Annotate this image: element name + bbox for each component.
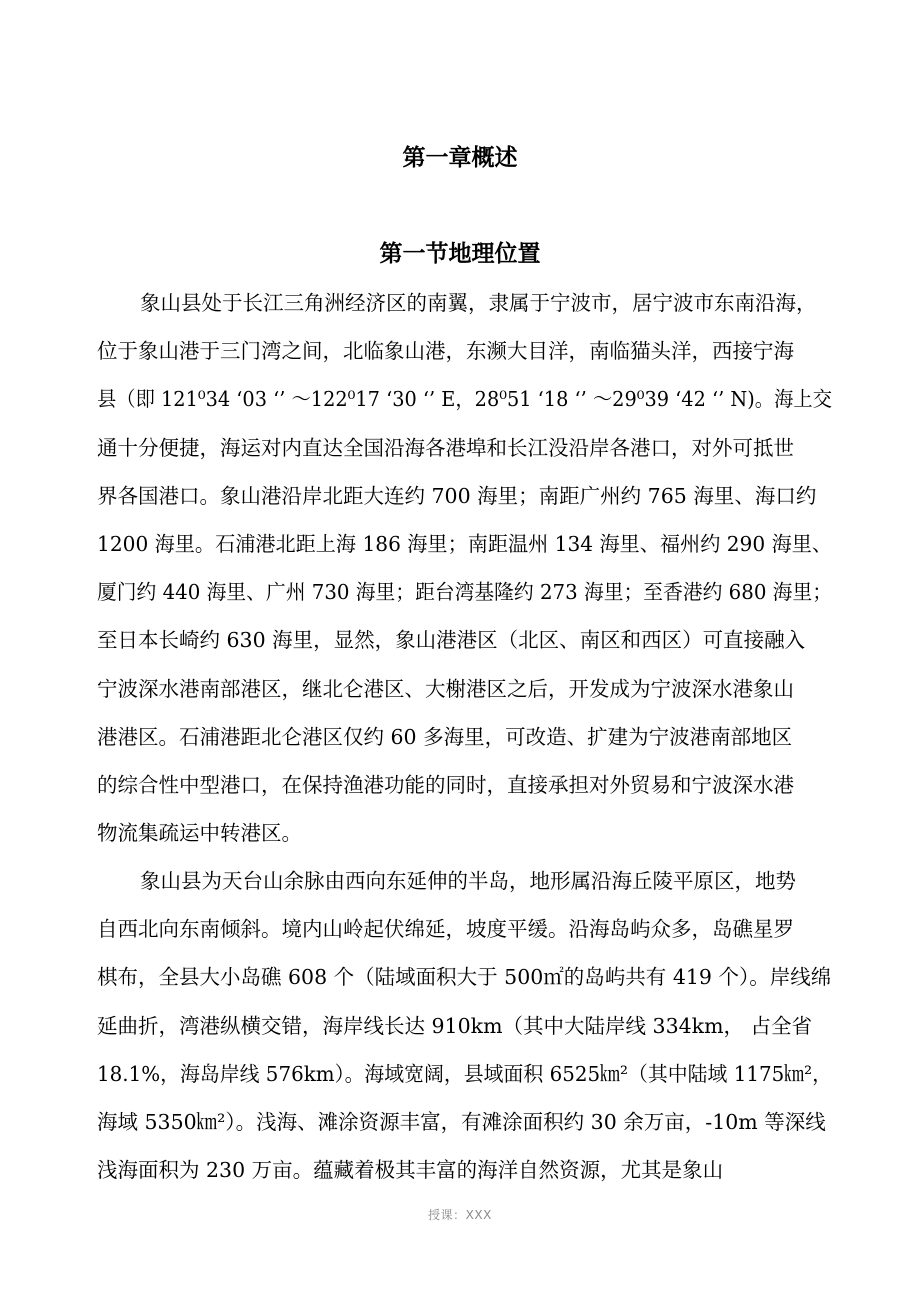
paragraph-geographic-location [97,279,832,857]
text-line: 象山县为天台山余脉由西向东延伸的半岛，地形属沿海丘陵平原区，地势 [140,869,796,893]
text-line: 物流集疏运中转港区。 [97,821,302,846]
text-line: 自西北向东南倾斜。境内山岭起伏绵延，坡度平缓。沿海岛屿众多，岛礁星罗 [97,917,794,942]
text-line: 的综合性中型港口，在保持渔港功能的同时，直接承担对外贸易和宁波深水港 [97,772,794,797]
text-line: 延曲折，湾港纵横交错，海岸线长达 910km（其中大陆岸线 334km， 占全省 [97,1013,813,1038]
text-line: 县（即 121⁰34 ‘03 ‘’ ～122⁰17 ‘30 ‘’ E，28⁰51 ‘18 ‘’ ～29⁰39 ‘42 ‘’ N)。海上交 [97,387,832,412]
text-line: 厦门约 440 海里、广州 730 海里；距台湾基隆约 273 海里；至香港约 680 海里； [97,580,832,605]
page-footer: 授课：XXX [428,1208,492,1222]
text-line: 象山县处于长江三角洲经济区的南翼，隶属于宁波市，居宁波市东南沿海， [140,291,817,315]
text-line: 海域 5350㎞²）。浅海、滩涂资源丰富，有滩涂面积约 30 余万亩，-10m 等深线 [97,1109,826,1134]
text-line: 港港区。石浦港距北仑港区仅约 60 多海里，可改造、扩建为宁波港南部地区 [97,724,793,749]
paragraph-terrain [97,857,832,1194]
text-line: 位于象山港于三门湾之间，北临象山港，东濒大目洋，南临猫头洋，西接宁海 [97,339,794,364]
text-line: 宁波深水港南部港区，继北仑港区、大榭港区之后，开发成为宁波深水港象山 [97,676,794,701]
text-line: 界各国港口。象山港沿岸北距大连约 700 海里；南距广州约 765 海里、海口约 [97,483,817,508]
chapter-title: 第一章概述 [402,144,518,171]
text-line: 通十分便捷，海运对内直达全国沿海各港埠和长江没沿岸各港口，对外可抵世 [97,435,794,460]
text-line: 棋布，全县大小岛礁 608 个（陆域面积大于 500㎡的岛屿共有 419 个）。岸线绵 [97,965,832,990]
text-line: 浅海面积为 230 万亩。蕴藏着极其丰富的海洋自然资源，尤其是象山 [97,1158,724,1183]
text-line: 1200 海里。石浦港北距上海 186 海里；南距温州 134 海里、福州约 290 海里、 [97,531,832,556]
text-line: 18.1%，海岛岸线 576km）。海域宽阔，县域面积 6525㎞²（其中陆域 1175㎞²， [97,1061,832,1086]
text-line: 至日本长崎约 630 海里，显然，象山港港区（北区、南区和西区）可直接融入 [97,628,806,653]
section-title: 第一节地理位置 [379,240,541,267]
